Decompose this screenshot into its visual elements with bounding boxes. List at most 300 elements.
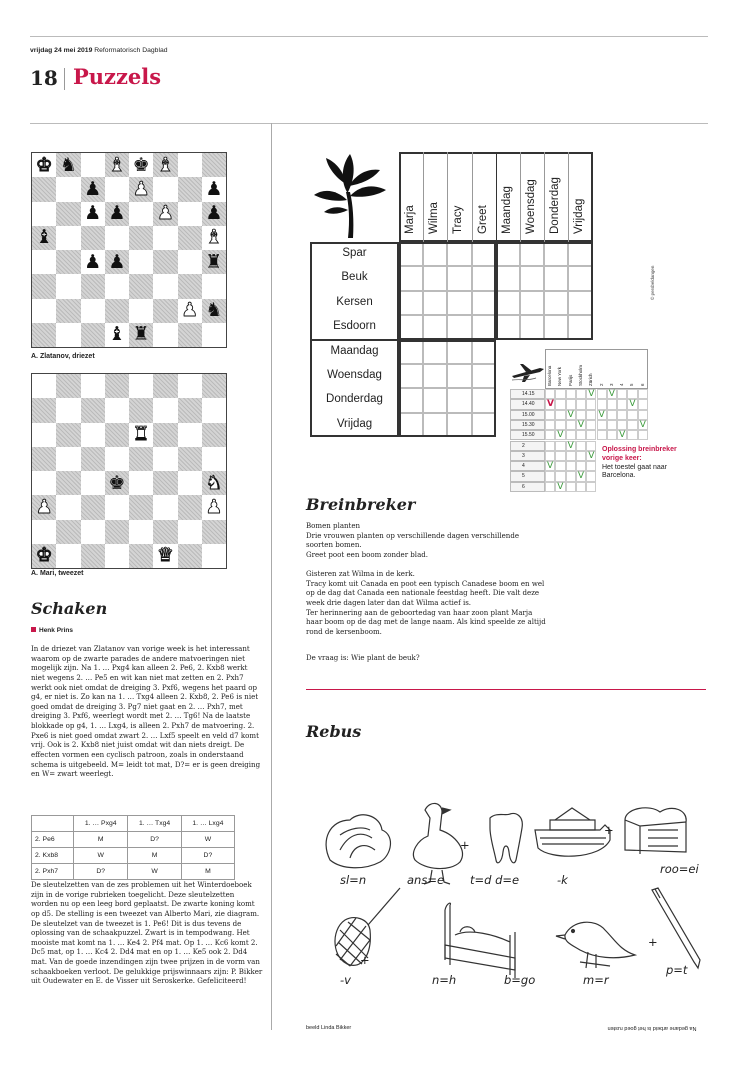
mini-grid-cell	[607, 399, 617, 409]
board-square	[32, 177, 56, 201]
check-mark-icon: V	[588, 389, 595, 399]
white-bishop-icon: ♝	[156, 153, 174, 176]
header-date-line	[30, 47, 168, 54]
board-square	[105, 153, 129, 177]
column-label: Vrijdag	[573, 198, 586, 234]
white-rook-icon: ♜	[132, 423, 150, 446]
rebus-label: m=r	[583, 973, 609, 987]
column-divider-line	[568, 152, 569, 242]
column-divider-line	[544, 152, 545, 242]
mini-grid-cell	[545, 451, 555, 461]
mini-grid-cell	[566, 389, 576, 399]
mini-grid-cell	[576, 399, 586, 409]
white-king-icon: ♚	[35, 153, 53, 176]
mini-grid-cell	[576, 441, 586, 451]
rebus-plus: +	[648, 935, 658, 949]
board-square	[32, 250, 56, 274]
chess-paragraph-2: De sleutelzetten van de zes problemen uit het Winterdoeboek zijn in de vorige rubrieken toegelicht. Deze sleutelzetten worden nu op een leeg bord geplaatst. De zwarte koning komt op d5. De stelling is een tweezet van Alberto Mari, zie diagram. De sleutelzet van de tweezet is 1. Pe6! Dit is dus tevens de oplossing van de schaakpuzzel. Zwart is in tempodwang. Het mooiste mat komt na 1. … Ke4 2. Pf4 mat. Op 1. … Kc6 komt 2. Dc5 mat, op 1. … Kc4 2. Dd4 mat en op 1. … Ke5 ook 2. Dd4 mat. Van de goede inzendingen zijn twee prijzen in de vorm van schaakboeken verloot. De gelukkige prijswinnaars zijn: P. Bikker uit Oudewater en E. de Visser uit Seroskerke. Gefeliciteerd!	[31, 880, 263, 986]
board-square	[202, 398, 226, 422]
solution-text: Het toestel gaat naar Barcelona.	[602, 463, 667, 480]
rebus-label: n=h	[432, 973, 457, 987]
rebus-plus: +	[604, 823, 614, 837]
tooth-icon	[490, 814, 522, 863]
board-square	[56, 226, 80, 250]
white-pawn-icon: ♟	[156, 202, 174, 225]
lettuce-icon	[326, 815, 390, 868]
table-cell: 2. Kxb8	[32, 848, 74, 864]
board-square	[81, 323, 105, 347]
black-bishop-icon: ♝	[108, 323, 126, 346]
board-square	[129, 544, 153, 568]
mini-grid-cell	[627, 420, 637, 430]
pen-icon	[652, 888, 700, 968]
board-square	[153, 226, 177, 250]
mini-grid-cell	[586, 482, 596, 492]
column-divider	[271, 123, 272, 1030]
mini-grid-cell	[566, 451, 576, 461]
black-pawn-icon: ♟	[108, 202, 126, 225]
mini-grid-cell	[627, 410, 637, 420]
board-square	[32, 447, 56, 471]
board-square	[129, 153, 153, 177]
chess-author-name: Henk Prins	[39, 627, 73, 634]
table-row	[32, 864, 235, 880]
board-square	[129, 250, 153, 274]
mini-grid-cell	[607, 420, 617, 430]
mini-grid-cell	[586, 430, 596, 440]
mini-column-label: Barcelona	[547, 365, 552, 386]
board-square	[129, 520, 153, 544]
board-square	[202, 177, 226, 201]
board-square	[178, 177, 202, 201]
board-square	[81, 274, 105, 298]
row-label: Esdoorn	[333, 320, 376, 333]
mini-grid-cell	[555, 410, 565, 420]
column-divider-line	[423, 152, 424, 242]
board-square	[153, 495, 177, 519]
black-king-icon: ♚	[132, 153, 150, 176]
chess-board-mari	[31, 373, 227, 569]
check-mark-icon: V	[557, 430, 564, 441]
table-cell: 2. Pe6	[32, 832, 74, 848]
board-square	[56, 250, 80, 274]
page-title: Puzzels	[73, 64, 162, 89]
board-square	[105, 447, 129, 471]
mini-row-label: 4	[522, 463, 525, 470]
grid-block	[399, 340, 496, 438]
board-square	[105, 398, 129, 422]
header-separator	[64, 68, 65, 90]
black-king-icon: ♚	[108, 471, 126, 494]
mini-row-label: 15.00	[522, 411, 535, 418]
board-square	[178, 447, 202, 471]
accent-divider	[306, 689, 706, 690]
table-header: 1. … Lxg4	[181, 816, 234, 832]
mini-grid-cell	[545, 441, 555, 451]
mini-grid-cell	[607, 430, 617, 440]
board-square	[105, 274, 129, 298]
mini-grid-cell	[586, 399, 596, 409]
board-square	[178, 495, 202, 519]
board-square	[129, 274, 153, 298]
mini-grid-cell	[545, 389, 555, 399]
mini-grid-cell	[566, 461, 576, 471]
mini-grid-cell	[586, 441, 596, 451]
mini-grid-cell	[617, 420, 627, 430]
mini-row-label-cell	[510, 471, 545, 481]
board-square	[32, 423, 56, 447]
table-header: 1. … Pxg4	[74, 816, 128, 832]
board-square	[56, 153, 80, 177]
board-square	[153, 299, 177, 323]
mini-grid-cell	[555, 451, 565, 461]
table-cell: D?	[74, 864, 128, 880]
board-square	[178, 299, 202, 323]
rebus-label: p=t	[666, 963, 688, 977]
mini-grid-cell	[597, 430, 607, 440]
mini-grid-cell	[638, 399, 648, 409]
page-number: 18	[30, 66, 58, 90]
airplane-icon	[510, 362, 546, 384]
bird-icon	[556, 922, 635, 968]
row-label: Donderdag	[326, 393, 383, 406]
board-square	[56, 520, 80, 544]
board-square	[56, 544, 80, 568]
mini-grid-cell	[566, 430, 576, 440]
mini-row-label: 5	[522, 473, 525, 480]
black-pawn-icon: ♟	[205, 202, 223, 225]
check-mark-icon: V	[598, 409, 605, 420]
white-bishop-icon: ♝	[108, 153, 126, 176]
board-square	[56, 398, 80, 422]
rebus-plus: +	[460, 838, 470, 852]
board-square	[202, 323, 226, 347]
board-square	[153, 177, 177, 201]
board-square	[32, 299, 56, 323]
board-square	[153, 323, 177, 347]
column-divider-line	[447, 152, 448, 242]
white-king-icon: ♚	[35, 544, 53, 567]
black-pawn-icon: ♟	[84, 177, 102, 200]
board-square	[81, 226, 105, 250]
board-square	[105, 226, 129, 250]
column-label: Tracy	[452, 205, 465, 234]
mini-grid-cell	[545, 430, 555, 440]
grid-block	[496, 242, 593, 340]
mini-grid-cell	[566, 399, 576, 409]
rebus-label: b=go	[504, 973, 536, 987]
mini-grid-cell	[617, 389, 627, 399]
table-header-row	[32, 816, 235, 832]
board-square	[178, 250, 202, 274]
board-square	[81, 299, 105, 323]
board-square	[105, 471, 129, 495]
mini-grid-cell	[586, 420, 596, 430]
mini-grid-cell	[566, 471, 576, 481]
mini-column-label: Stockholm	[577, 364, 583, 386]
black-pawn-icon: ♟	[108, 250, 126, 273]
mini-row-label-cell	[510, 451, 545, 461]
board-square	[56, 177, 80, 201]
board-square	[81, 520, 105, 544]
table-cell: M	[74, 832, 128, 848]
board-square	[105, 374, 129, 398]
rebus-heading: Rebus	[306, 722, 362, 741]
mini-row-label: 2	[522, 442, 525, 449]
white-knight-icon: ♞	[205, 471, 223, 494]
breinbreker-question: De vraag is: Wie plant de beuk?	[306, 653, 420, 662]
row-label: Beuk	[341, 271, 368, 284]
check-mark-icon: V	[557, 481, 564, 492]
board-square	[202, 544, 226, 568]
board-square	[56, 471, 80, 495]
board-square	[202, 447, 226, 471]
mini-grid-cell	[555, 389, 565, 399]
mini-grid-cell	[545, 482, 555, 492]
mini-grid-cell	[555, 461, 565, 471]
board-square	[178, 226, 202, 250]
mini-row-label: 14.15	[522, 391, 535, 397]
board-square	[202, 250, 226, 274]
black-rook-icon: ♜	[205, 250, 223, 273]
table-cell: M	[128, 848, 182, 864]
mini-grid-cell	[617, 399, 627, 409]
board-square	[81, 447, 105, 471]
board-square	[81, 495, 105, 519]
mini-grid-cell	[638, 410, 648, 420]
mini-grid-cell	[576, 389, 586, 399]
board-square	[202, 226, 226, 250]
board-square	[56, 274, 80, 298]
column-divider-line	[496, 152, 497, 242]
board-square	[178, 323, 202, 347]
diagram2-caption: A. Mari, tweezet	[31, 570, 84, 577]
mini-column-label: 2	[598, 383, 604, 386]
board-square	[202, 471, 226, 495]
black-bishop-icon: ♝	[35, 226, 53, 249]
board-square	[178, 471, 202, 495]
rebus-label: -k	[557, 873, 568, 887]
check-mark-icon: V	[547, 399, 554, 410]
table-cell: W	[74, 848, 128, 864]
chess-schema-table	[31, 815, 235, 880]
board-square	[32, 520, 56, 544]
board-square	[202, 202, 226, 226]
column-label: Woensdag	[525, 179, 537, 234]
mini-row-label-cell	[510, 461, 545, 471]
board-square	[56, 374, 80, 398]
board-square	[32, 544, 56, 568]
mini-column-label: 6	[639, 383, 645, 386]
mini-grid-cell	[638, 430, 648, 440]
check-mark-icon: V	[608, 389, 615, 399]
white-queen-icon: ♛	[156, 544, 174, 567]
board-square	[129, 495, 153, 519]
bread-icon	[625, 808, 686, 854]
mini-grid-cell	[555, 399, 565, 409]
check-mark-icon: V	[547, 461, 554, 472]
rebus-label: sl=n	[340, 873, 367, 887]
board-square	[81, 153, 105, 177]
mini-grid-cell	[597, 420, 607, 430]
mini-grid-cell	[555, 471, 565, 481]
mini-grid-cell	[638, 389, 648, 399]
mini-grid-cell	[576, 430, 586, 440]
board-square	[32, 202, 56, 226]
board-square	[202, 423, 226, 447]
goose-icon	[413, 803, 462, 884]
board-square	[32, 471, 56, 495]
table-row	[32, 848, 235, 864]
board-square	[153, 423, 177, 447]
solution-block	[602, 446, 678, 481]
check-mark-icon: V	[619, 430, 626, 441]
chess-board-zlatanov	[31, 152, 227, 348]
header-date: vrijdag 24 mei 2019	[30, 47, 93, 54]
mini-row-label-cell	[510, 482, 545, 492]
board-square	[153, 250, 177, 274]
mini-row-label: 3	[522, 452, 525, 459]
logic-credit: © persbeldangen	[650, 265, 655, 300]
board-square	[56, 202, 80, 226]
board-square	[153, 447, 177, 471]
black-knight-icon: ♞	[59, 153, 77, 176]
board-square	[153, 544, 177, 568]
mini-row-label: 15.50	[522, 432, 535, 439]
board-square	[202, 153, 226, 177]
board-square	[81, 423, 105, 447]
black-knight-icon: ♞	[205, 299, 223, 322]
board-square	[153, 153, 177, 177]
board-square	[129, 447, 153, 471]
row-label: Kersen	[336, 295, 373, 308]
mini-grid-cell	[627, 430, 637, 440]
column-label: Greet	[476, 205, 489, 234]
column-label: Donderdag	[549, 177, 562, 234]
mini-column-label: 3	[608, 383, 614, 386]
mini-column-label: New York	[557, 366, 563, 386]
board-square	[56, 423, 80, 447]
board-square	[129, 423, 153, 447]
board-square	[81, 202, 105, 226]
mini-row-label: 15.30	[522, 421, 535, 428]
table-header: 1. … Txg4	[128, 816, 182, 832]
table-cell: W	[181, 832, 234, 848]
board-square	[32, 274, 56, 298]
black-pawn-icon: ♟	[84, 202, 102, 225]
board-square	[32, 323, 56, 347]
board-square	[129, 226, 153, 250]
board-square	[202, 520, 226, 544]
white-pawn-icon: ♟	[181, 299, 199, 322]
board-square	[153, 520, 177, 544]
rebus-plus: +	[360, 953, 370, 967]
chess-paragraph-1: In de driezet van Zlatanov van vorige week is het interessant waarom op de zwarte parades de andere matvoeringen niet mogelijk zijn. Na 1. … Pxg4 kan alleen 2. Pe6, 2. Kxb8 werkt niet wegens 2. … Pe5 en wit kan niet mat zetten en 2. Pxh7 werkt ook niet omdat de dreiging 3. Pxf6, wegens het paard op g4, er niet is. Zo kan na 1. … Txg4 alleen 2. Kxb8, 2. Pe6 is niet goed omdat de dreiging 3. Pg7 niet gaat en 2. … Pxh7, met dreiging 3. Pxf6, weerlegt wordt met 2. … Tg6! Na de laatste blokkade op g4, 1. … Lxg4, is alleen 2. Pxh7 de matvoering. 2. Pxe6 is niet goed omdat zwart 2. … Lxf5 speelt en veld d7 komt vrij. Ook is 2. Kxb8 niet juist omdat wit dan niets dreigt. De effecten vormen een cyclisch patroon, zoals in onderstaand schema is uitgebeeld. M= leidt tot mat, D?= er is geen dreiging en W= zwart weerlegt.	[31, 644, 261, 779]
mini-grid-cell	[576, 410, 586, 420]
board-square	[81, 177, 105, 201]
board-square	[56, 323, 80, 347]
mini-column-label: Zürich	[588, 373, 594, 386]
board-square	[56, 447, 80, 471]
grid-block	[399, 242, 496, 340]
check-mark-icon: V	[588, 450, 595, 461]
mini-header-box	[545, 349, 648, 389]
rebus-solution-upside-down: Na gedane arbeid is het goed rusten	[607, 1025, 697, 1031]
table-cell: 2. Pxh7	[32, 864, 74, 880]
board-square	[178, 398, 202, 422]
board-square	[81, 544, 105, 568]
black-pawn-icon: ♟	[205, 177, 223, 200]
board-square	[81, 250, 105, 274]
board-square	[178, 520, 202, 544]
board-square	[32, 398, 56, 422]
mini-grid-cell	[545, 410, 555, 420]
header-paper: Reformatorisch Dagblad	[94, 47, 168, 54]
board-square	[105, 495, 129, 519]
board-square	[153, 274, 177, 298]
board-square	[32, 226, 56, 250]
board-square	[178, 274, 202, 298]
board-square	[56, 299, 80, 323]
board-square	[129, 471, 153, 495]
board-square	[178, 202, 202, 226]
diagram1-caption: A. Zlatanov, driezet	[31, 353, 95, 360]
board-square	[178, 374, 202, 398]
author-marker	[31, 627, 36, 632]
table-cell: W	[128, 864, 182, 880]
board-square	[178, 153, 202, 177]
mini-grid-cell	[545, 471, 555, 481]
mini-grid-cell	[617, 410, 627, 420]
chess-author	[31, 627, 73, 634]
rebus-label: ans=e	[407, 873, 445, 887]
board-square	[129, 323, 153, 347]
bed-icon	[445, 903, 515, 978]
black-rook-icon: ♜	[132, 323, 150, 346]
table-row	[32, 832, 235, 848]
check-mark-icon: V	[629, 399, 636, 410]
board-square	[129, 398, 153, 422]
board-square	[129, 177, 153, 201]
chess-heading: Schaken	[31, 599, 108, 618]
breinbreker-paragraph-1: Bomen planten Drie vrouwen planten op verschillende dagen verschillende soorten bomen. Greet poot een boom zonder blad.	[306, 521, 520, 559]
mini-grid-cell	[607, 410, 617, 420]
board-square	[202, 374, 226, 398]
white-pawn-icon: ♟	[205, 495, 223, 518]
mini-column-label: 5	[629, 383, 635, 386]
white-pawn-icon: ♟	[132, 177, 150, 200]
mini-grid-cell	[576, 461, 586, 471]
table-header	[32, 816, 74, 832]
board-square	[202, 495, 226, 519]
mini-grid-cell	[566, 482, 576, 492]
mini-grid-cell	[597, 399, 607, 409]
board-square	[178, 544, 202, 568]
board-square	[56, 495, 80, 519]
board-square	[129, 299, 153, 323]
rebus-credit: beeld Linda Bikker	[306, 1025, 352, 1031]
row-label: Vrijdag	[336, 417, 373, 430]
row-label: Woensdag	[327, 369, 382, 381]
row-label: Spar	[342, 247, 367, 259]
solution-title: Oplossing breinbreker vorige keer:	[602, 446, 677, 462]
mini-grid-cell	[586, 461, 596, 471]
mini-grid-cell	[627, 389, 637, 399]
board-square	[202, 274, 226, 298]
mini-column-label: Parijs	[567, 374, 573, 386]
mini-grid-cell	[576, 482, 586, 492]
board-square	[178, 423, 202, 447]
